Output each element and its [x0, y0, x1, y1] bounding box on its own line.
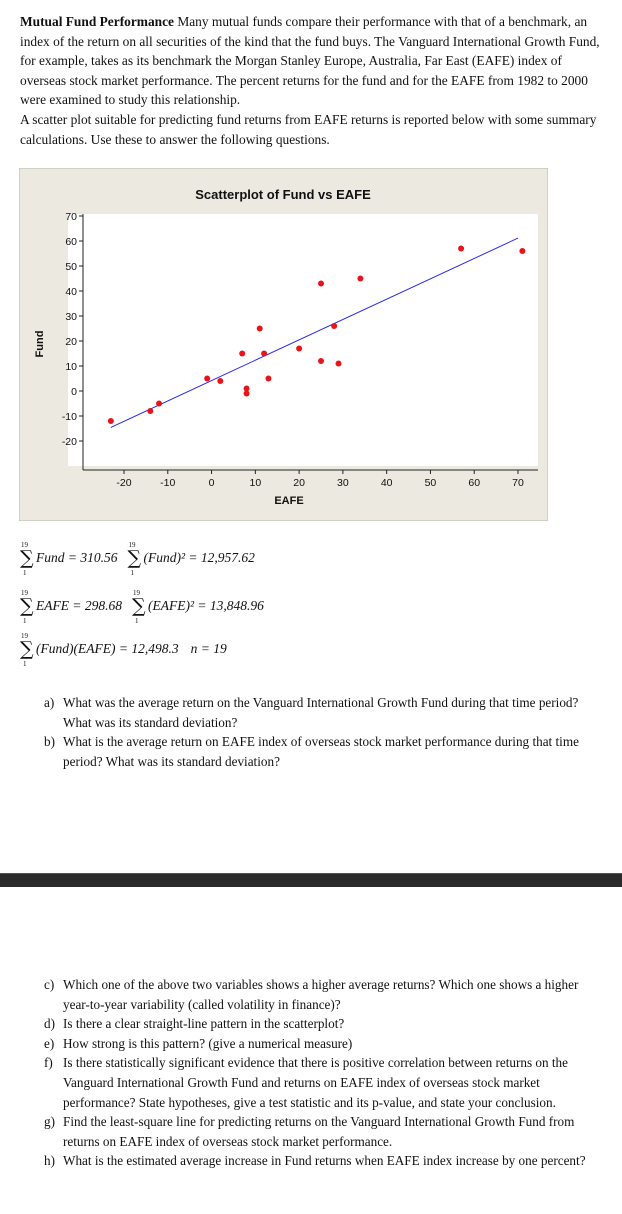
y-tick-label: 0: [71, 386, 77, 398]
scatter-point: [331, 323, 337, 329]
y-axis-label: Fund: [34, 330, 46, 358]
y-tick-label: 60: [65, 236, 77, 248]
scatter-point: [336, 361, 342, 367]
scatter-point: [318, 281, 324, 287]
y-tick-label: -10: [61, 411, 77, 423]
y-tick-label: 10: [65, 361, 77, 373]
question-item: [44, 693, 600, 732]
y-tick-label: 40: [65, 286, 77, 298]
sample-size: n = 19: [190, 641, 227, 656]
question-item: [44, 1014, 600, 1034]
summation-symbol: 19 ∑ 1: [131, 589, 146, 625]
summation-symbol: 19 ∑ 1: [20, 541, 34, 577]
intro-paragraph-1: Many mutual funds compare their performance with that of a benchmark, an index of the return on all securities of the kind that the fund buys. The Vanguard International Growth Fund, for example, takes as its benchmark the Morgan Stanley Europe, Australia, Far East (EAFE) index of overseas stock market performance. The percent returns for the fund and for the EAFE from 1982 to 2000 were examined to study this relationship.: [20, 14, 600, 108]
scatter-point: [257, 326, 263, 332]
scatter-point: [296, 346, 302, 352]
question-label: c): [44, 977, 55, 992]
question-item: [44, 1053, 600, 1112]
scatter-point: [244, 391, 250, 397]
x-tick-label: -20: [116, 477, 132, 489]
scatter-point: [261, 351, 267, 357]
question-label: f): [44, 1055, 53, 1071]
formula-row-3: [20, 632, 227, 668]
scatter-point: [265, 376, 271, 382]
x-tick-label: 40: [380, 477, 393, 489]
scatter-point: [108, 418, 114, 424]
page-divider: [0, 873, 622, 887]
formula-row-2: [20, 589, 264, 625]
scatter-point: [217, 378, 223, 384]
intro-text: [20, 12, 605, 149]
summation-symbol: 19 ∑ 1: [20, 632, 34, 668]
question-text: What is the average return on EAFE index of overseas stock market performance during that time period? What was its standard deviation?: [63, 734, 579, 769]
question-label: b): [44, 734, 55, 750]
chart-title: Scatterplot of Fund vs EAFE: [195, 187, 371, 202]
y-tick-label: 30: [65, 311, 77, 323]
formula-row-1: [20, 541, 255, 577]
question-label: h): [44, 1153, 55, 1169]
question-text: What is the estimated average increase in Fund returns when EAFE index increase by one percent?: [63, 1153, 586, 1169]
question-label: g): [44, 1114, 55, 1130]
sum-fund: Fund = 310.56: [36, 550, 118, 565]
question-list-part-1: [44, 693, 600, 771]
scatter-point: [147, 408, 153, 414]
scatterplot-figure: [19, 168, 548, 521]
question-item: [44, 732, 600, 771]
y-tick-label: 50: [65, 261, 77, 273]
question-text: What was the average return on the Vanguard International Growth Fund during that time period? What was its standard deviation?: [63, 695, 579, 730]
question-item: [44, 1034, 600, 1054]
question-label: e): [44, 1035, 55, 1051]
y-tick-label: 20: [65, 336, 77, 348]
scatter-point: [357, 276, 363, 282]
intro-title: Mutual Fund Performance: [20, 14, 174, 29]
question-item: [44, 975, 600, 1014]
question-label: d): [44, 1016, 55, 1032]
summation-symbol: 19 ∑ 1: [20, 589, 34, 625]
question-text: Find the least-square line for predicting returns on the Vanguard International Growth Fund from returns on EAFE index of overseas stock market performance.: [63, 1114, 575, 1149]
x-tick-label: 20: [293, 477, 305, 489]
question-text: Is there statistically significant evidence that there is positive correlation between returns on the Vanguard International Growth Fund and returns on EAFE index of overseas stock market performance? State hypotheses, give a test statistic and its p-value, and state your conclusion.: [63, 1055, 568, 1110]
question-text: Is there a clear straight-line pattern in the scatterplot?: [63, 1016, 345, 1032]
scatter-point: [519, 248, 525, 254]
x-axis-label: EAFE: [274, 495, 304, 507]
x-tick-label: 30: [337, 477, 349, 489]
x-tick-label: 0: [208, 477, 215, 489]
scatter-point: [156, 401, 162, 407]
plot-area: [68, 214, 538, 466]
scatter-point: [458, 246, 464, 252]
sum-eafe-squared: (EAFE)² = 13,848.96: [147, 598, 264, 613]
question-item: [44, 1151, 600, 1171]
question-label: a): [44, 695, 55, 710]
summary-statistics: [20, 543, 420, 673]
sum-eafe: EAFE = 298.68: [36, 598, 122, 613]
x-tick-label: 10: [249, 477, 262, 489]
question-item: [44, 1112, 600, 1151]
scatter-point: [318, 358, 324, 364]
scatterplot-svg: [19, 168, 548, 521]
x-tick-label: 60: [468, 477, 481, 489]
intro-paragraph-2: A scatter plot suitable for predicting fund returns from EAFE returns is reported below with some summary calculations. Use these to answer the following questions.: [20, 111, 597, 147]
question-text: Which one of the above two variables shows a higher average returns? Which one shows a higher year-to-year variability (called volatility in finance)?: [63, 977, 579, 1012]
y-tick-label: -20: [61, 436, 77, 448]
x-tick-label: -10: [160, 477, 176, 489]
y-tick-label: 70: [65, 211, 77, 223]
x-tick-label: 50: [424, 477, 437, 489]
question-list-part-2: [44, 975, 600, 1171]
scatter-point: [204, 376, 210, 382]
sum-fund-squared: (Fund)² = 12,957.62: [143, 550, 255, 565]
sum-product: (Fund)(EAFE) = 12,498.3: [36, 641, 179, 656]
summation-symbol: 19 ∑ 1: [127, 541, 142, 577]
question-text: How strong is this pattern? (give a numerical measure): [63, 1035, 353, 1051]
scatter-point: [239, 351, 245, 357]
x-tick-label: 70: [512, 477, 524, 489]
